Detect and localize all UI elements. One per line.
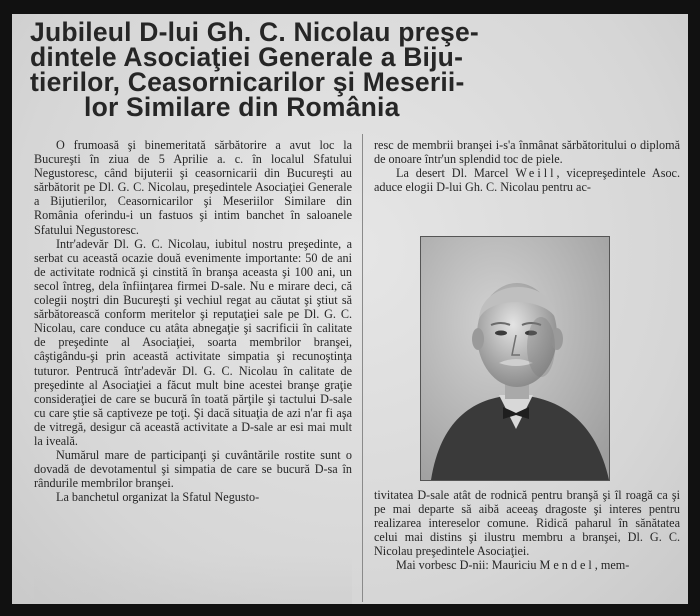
paragraph: La banchetul organizat la Sfatul Negusto- [56,490,260,505]
scan-fade [34,554,352,604]
headline-line-1: Jubileul D-lui Gh. C. Nicolau preşe- [30,17,479,47]
text-run: , mem- [594,558,630,573]
paragraph [374,558,680,572]
article-right-column-bottom [374,488,680,573]
newspaper-page [12,14,688,604]
portrait-image [421,237,609,480]
headline-line-3: tierilor, Ceasornicarilor şi Meserii- [30,67,465,97]
text-run: Mai vorbesc D-nii: Mauriciu [396,558,540,573]
paragraph: tivitatea D-sale atât de rodnică pentru branşă şi îl roagă ca şi pe mai departe să aibă aceeaş dragoste şi interes pentru realizarea intereselor comune. Ridică paharul în sănătatea celui mai distins şi ilustru membru a branşei, Dl. G. C. Nicolau preşedintele Asociaţiei. [374,488,680,559]
paragraph: Numărul mare de participanţi şi cuvântările rostite sunt o dovadă de devotamentul şi simpatia de care se bucură D-sa în rândurile membrilor branşei. [34,448,352,491]
headline-line-2: dintele Asociaţiei Generale a Biju- [30,42,464,72]
text-run: La desert Dl. Marcel [396,166,516,181]
paragraph: Intr'adevăr Dl. G. C. Nicolau, iubitul nostru preşedinte, a serbat cu această ocazie două evenimente importante: 50 de ani de activitate rodnică şi cinstită în branşa aceasta şi 100 ani, un secol întreg, dela înfiinţarea firmei D-sale. Nu e mirare deci, că colegii noştri din Bucureşti şi vechiul regat au căutat şi ştiut să sărbătorească conform meritelor şi reputaţiei sale pe Dl. G. C. Nicolau, care conduce cu atâta abnegaţie şi sacrificii în calitate de preşedinte al Asociaţiei, soarta membrilor branşei, câştigându-şi prin această activitate simpatia şi recunoştinţa tuturor. Pentrucă într'adevăr Dl. G. C. Nicolau în calitate de preşedinte al Asociaţiei a făcut mult bine acestei branşe graţie consideraţiei de care se bucură în toată părţile şi tactului D-sale cu care ştie să captiveze pe toţi. Şi dacă situaţia de azi n'ar fi aşa de vitregă, desigur că această activitate a D-sale ar esi mai mult la iveală. [34,236,352,448]
portrait-photo [420,236,610,481]
text-run: , vicepreşedintele Asoc. aduce elogii D-lui Gh. C. Nicolau pentru ac- [374,166,680,195]
article-left-column [34,138,352,504]
headline-line-4: lor Similare din România [84,92,400,122]
paragraph [374,166,680,194]
article-headline [26,17,676,122]
paragraph: resc de membrii branşei i-s'a înmânat sărbătoritului o diplomă de onoare într'un splendid toc de piele. [374,138,680,167]
spaced-name: Mendel [539,558,595,573]
article-right-column-top [374,138,680,194]
spaced-name: Weill [515,166,557,181]
column-divider [362,134,363,602]
paragraph: O frumoasă şi binemeritată sărbătorire a avut loc la Bucureşti în ziua de 5 Aprilie a. c. în localul Sfatului Negustoresc, când bijuterii şi ceasornicarii din Bucureşti au sărbătorit pe Dl. G. C. Nicolau, preşedintele Asociaţiei Generale a Bijutierilor, Ceasornicarilor şi Meseriilor Similare din România oferindu-i un fastuos şi intim banchet în saloanele Sfatului Negustoresc. [34,138,352,237]
